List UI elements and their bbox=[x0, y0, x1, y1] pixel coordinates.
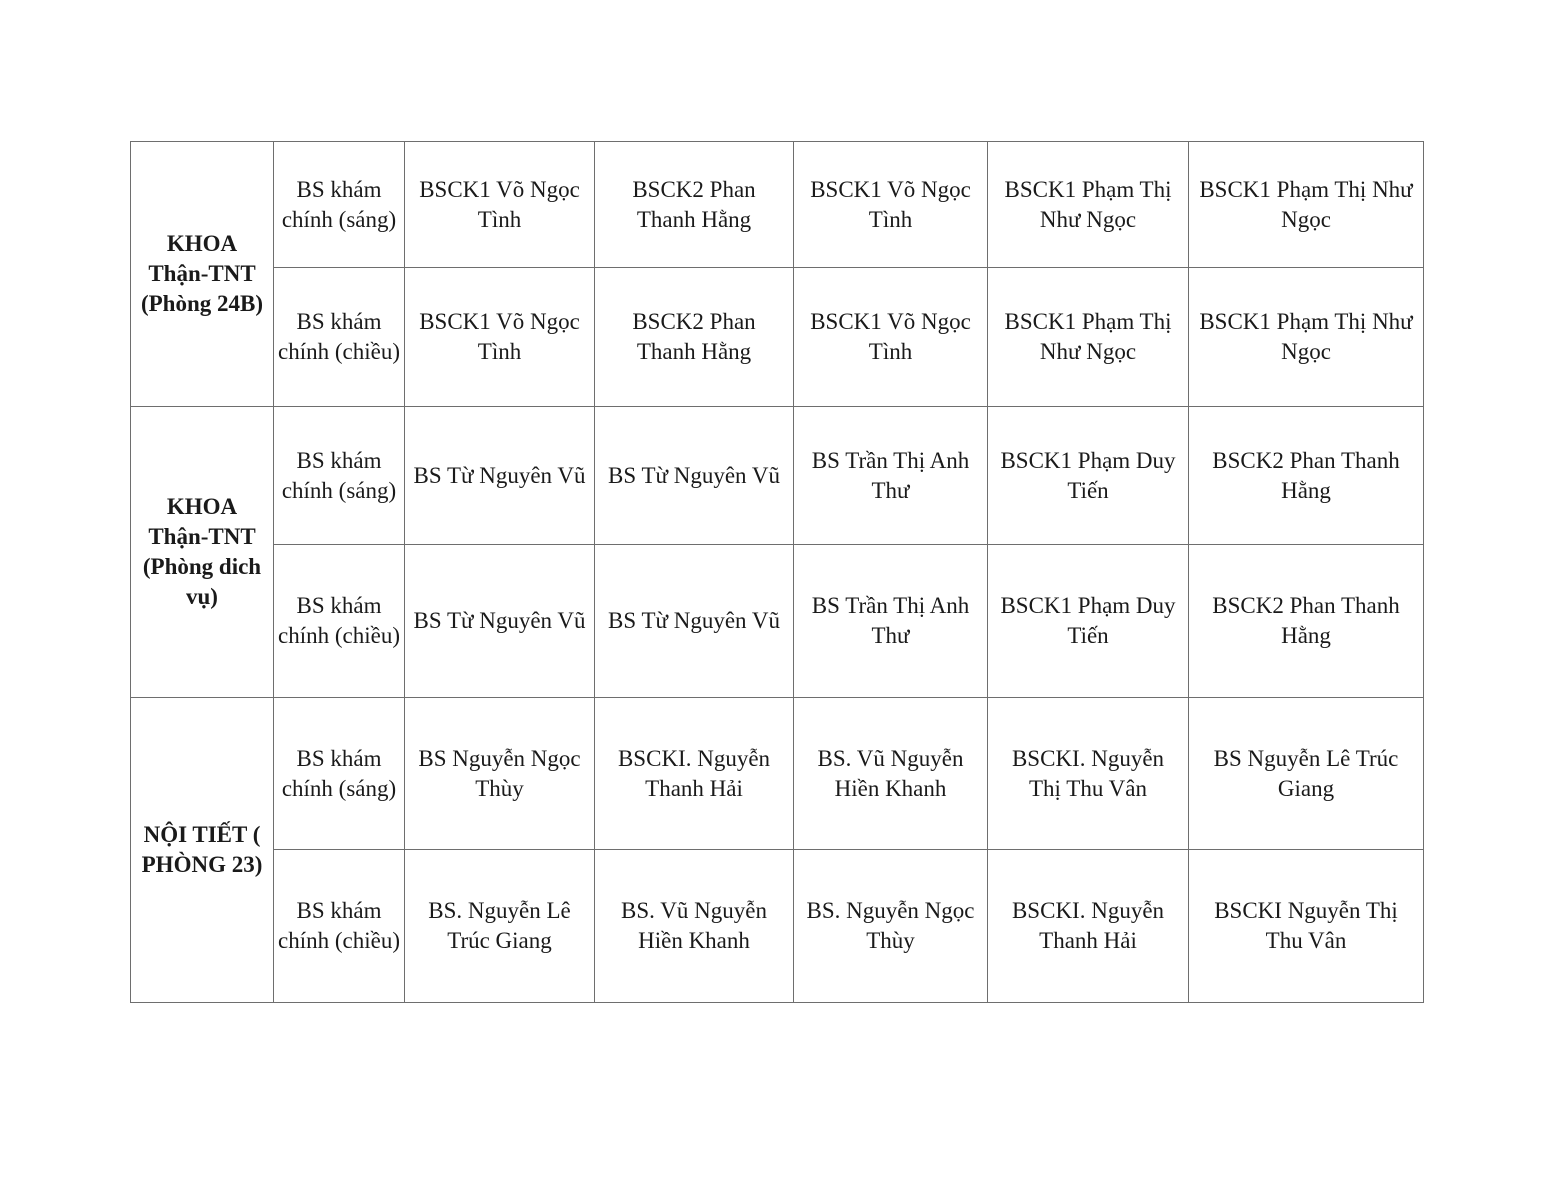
doctor-cell: BSCKI. Nguyễn Thanh Hải bbox=[595, 698, 794, 850]
doctor-cell: BSCK1 Phạm Thị Như Ngọc bbox=[988, 142, 1189, 268]
role-cell: BS khám chính (sáng) bbox=[274, 698, 405, 850]
doctor-cell: BSCK1 Võ Ngọc Tình bbox=[794, 142, 988, 268]
doctor-cell: BS. Nguyễn Ngọc Thùy bbox=[794, 850, 988, 1003]
table-row bbox=[131, 268, 1424, 407]
doctor-cell: BSCK1 Võ Ngọc Tình bbox=[405, 268, 595, 407]
table-row bbox=[131, 698, 1424, 850]
doctor-cell: BSCK1 Phạm Thị Như Ngọc bbox=[1189, 268, 1424, 407]
doctor-cell: BS Từ Nguyên Vũ bbox=[405, 407, 595, 545]
table-row bbox=[131, 545, 1424, 698]
department-cell: NỘI TIẾT ( PHÒNG 23) bbox=[131, 698, 274, 1003]
role-cell: BS khám chính (chiều) bbox=[274, 545, 405, 698]
doctor-cell: BSCK1 Phạm Duy Tiến bbox=[988, 407, 1189, 545]
doctor-cell: BS Nguyễn Lê Trúc Giang bbox=[1189, 698, 1424, 850]
doctor-cell: BS. Vũ Nguyễn Hiền Khanh bbox=[794, 698, 988, 850]
doctor-cell: BS. Nguyễn Lê Trúc Giang bbox=[405, 850, 595, 1003]
department-cell: KHOA Thận-TNT (Phòng dich vụ) bbox=[131, 407, 274, 698]
doctor-cell: BSCKI. Nguyễn Thị Thu Vân bbox=[988, 698, 1189, 850]
doctor-cell: BSCK1 Phạm Thị Như Ngọc bbox=[988, 268, 1189, 407]
doctor-cell: BSCK2 Phan Thanh Hằng bbox=[1189, 407, 1424, 545]
doctor-cell: BS Trần Thị Anh Thư bbox=[794, 545, 988, 698]
role-cell: BS khám chính (chiều) bbox=[274, 850, 405, 1003]
doctor-cell: BSCK1 Phạm Thị Như Ngọc bbox=[1189, 142, 1424, 268]
doctor-cell: BSCKI Nguyễn Thị Thu Vân bbox=[1189, 850, 1424, 1003]
doctor-cell: BS Từ Nguyên Vũ bbox=[595, 407, 794, 545]
doctor-cell: BSCKI. Nguyễn Thanh Hải bbox=[988, 850, 1189, 1003]
department-cell: KHOA Thận-TNT (Phòng 24B) bbox=[131, 142, 274, 407]
role-cell: BS khám chính (chiều) bbox=[274, 268, 405, 407]
doctor-cell: BSCK1 Võ Ngọc Tình bbox=[794, 268, 988, 407]
schedule-table bbox=[130, 141, 1424, 1003]
role-cell: BS khám chính (sáng) bbox=[274, 142, 405, 268]
doctor-cell: BS Nguyễn Ngọc Thùy bbox=[405, 698, 595, 850]
doctor-cell: BSCK2 Phan Thanh Hằng bbox=[595, 268, 794, 407]
doctor-cell: BS Từ Nguyên Vũ bbox=[595, 545, 794, 698]
doctor-cell: BS Trần Thị Anh Thư bbox=[794, 407, 988, 545]
doctor-cell: BS. Vũ Nguyễn Hiền Khanh bbox=[595, 850, 794, 1003]
table-row bbox=[131, 850, 1424, 1003]
doctor-cell: BSCK2 Phan Thanh Hằng bbox=[1189, 545, 1424, 698]
table-row bbox=[131, 407, 1424, 545]
doctor-cell: BS Từ Nguyên Vũ bbox=[405, 545, 595, 698]
doctor-cell: BSCK2 Phan Thanh Hằng bbox=[595, 142, 794, 268]
doctor-cell: BSCK1 Võ Ngọc Tình bbox=[405, 142, 595, 268]
doctor-cell: BSCK1 Phạm Duy Tiến bbox=[988, 545, 1189, 698]
table-row bbox=[131, 142, 1424, 268]
role-cell: BS khám chính (sáng) bbox=[274, 407, 405, 545]
